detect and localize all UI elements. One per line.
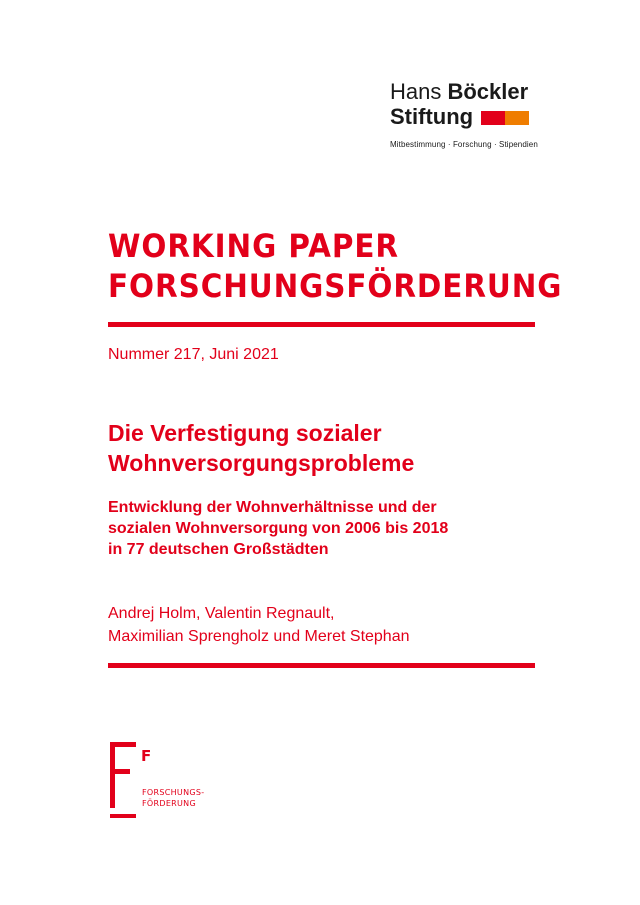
- paper-subtitle: [108, 497, 448, 560]
- logo-red-block: [481, 111, 505, 125]
- logo-hans: Hans: [390, 79, 442, 104]
- authors-line-2: Maximilian Sprengholz und Meret Stephan: [108, 628, 410, 645]
- ff-logo-mid-bar: [110, 769, 130, 774]
- paper-title: [108, 418, 414, 478]
- forschungsfoerderung-logo-icon: [110, 742, 230, 822]
- ff-logo-top-bar: [110, 742, 136, 747]
- paper-title-line-2: Wohnversorgungsprobleme: [108, 450, 415, 476]
- ff-logo-label-line-2: FÖRDERUNG: [142, 799, 196, 808]
- hbs-logo: [390, 80, 560, 149]
- ff-logo-label-line-1: FORSCHUNGS-: [142, 788, 205, 797]
- issue-number: Nummer 217, Juni 2021: [108, 346, 279, 363]
- ff-logo-underline: [110, 814, 136, 818]
- ff-logo-small-f: F: [141, 747, 152, 765]
- paper-subtitle-line-3: in 77 deutschen Großstädten: [108, 541, 329, 558]
- paper-subtitle-line-1: Entwicklung der Wohnverhältnisse und der: [108, 499, 437, 516]
- logo-orange-block: [505, 111, 529, 125]
- logo-line-1: [390, 80, 560, 104]
- paper-subtitle-line-2: sozialen Wohnversorgung von 2006 bis 2018: [108, 520, 449, 537]
- series-title-line-2: FORSCHUNGSFÖRDERUNG: [108, 267, 563, 305]
- series-title: [108, 226, 562, 306]
- logo-stiftung: Stiftung: [390, 104, 474, 129]
- authors-line-1: Andrej Holm, Valentin Regnault,: [108, 605, 335, 622]
- logo-tagline: Mitbestimmung · Forschung · Stipendien: [390, 140, 538, 149]
- ff-logo-stem: [110, 742, 115, 808]
- logo-boeckler: Böckler: [447, 79, 529, 104]
- logo-line-2: [390, 104, 560, 130]
- bottom-divider: [108, 663, 535, 668]
- paper-title-line-1: Die Verfestigung sozialer: [108, 420, 382, 446]
- series-title-line-1: WORKING PAPER: [108, 227, 399, 265]
- top-divider: [108, 322, 535, 327]
- logo-color-blocks-icon: [481, 111, 529, 125]
- authors: [108, 602, 410, 648]
- ff-logo-label: [142, 787, 204, 809]
